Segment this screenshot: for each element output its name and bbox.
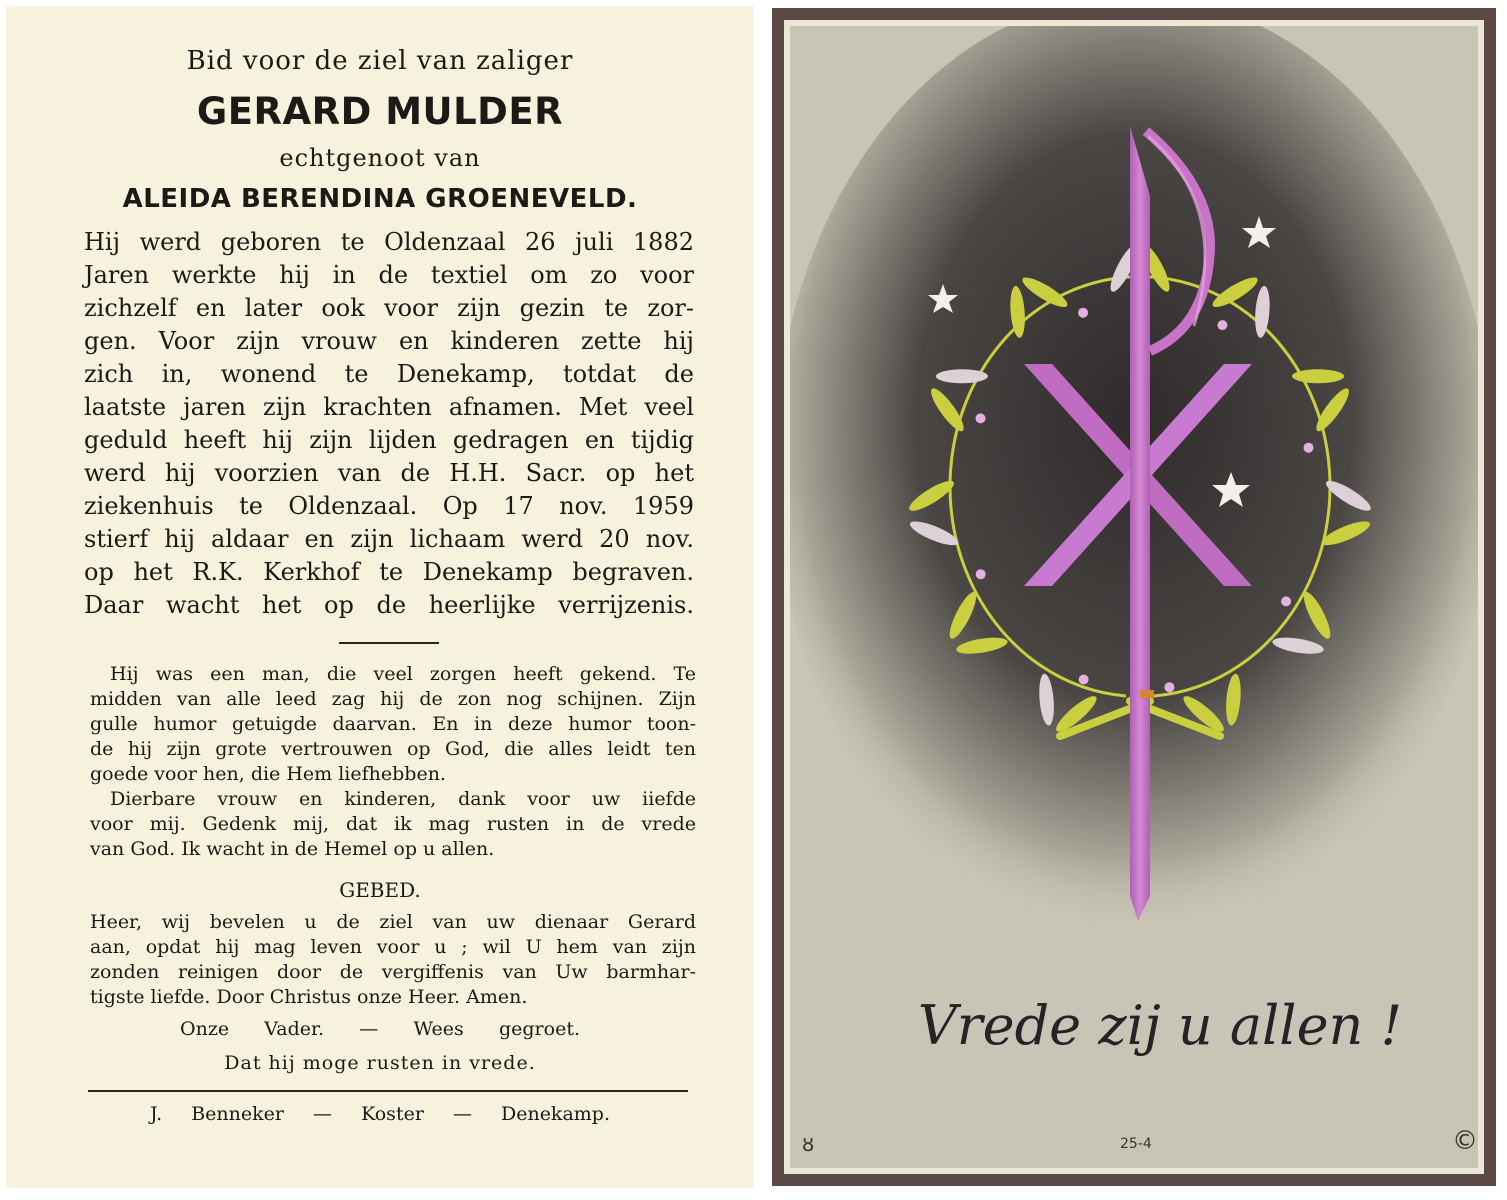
biography-line: geduld heeft hij zijn lijden gedragen en tijdig <box>84 426 694 454</box>
prayer-line: Heer, wij bevelen u de ziel van uw dienaar Gerard <box>90 911 696 933</box>
farewell-line: voor mij. Gedenk mij, dat ik mag rusten in de vrede <box>90 813 696 835</box>
berry <box>1281 596 1291 606</box>
farewell-line: Dierbare vrouw en kinderen, dank voor uw iiefde <box>110 788 696 810</box>
berry <box>976 413 986 423</box>
reflection-line: gulle humor getuigde daarvan. En in deze humor toon- <box>90 713 696 735</box>
motto: Vrede zij u allen ! <box>917 994 1403 1057</box>
biography-line: zichzelf en later ook voor zijn gezin te zor- <box>84 294 694 322</box>
biography-line: gen. Voor zijn vrouw en kinderen zette hij <box>84 327 694 355</box>
berry <box>1304 443 1314 453</box>
closing-prayers: Onze Vader. — Wees gegroet. <box>180 1018 580 1040</box>
reflection-line: de hij zijn grote vertrouwen op God, die alles leidt ten <box>90 738 696 760</box>
biography-line: laatste jaren zijn krachten afnamen. Met veel <box>84 393 694 421</box>
berry <box>1164 682 1174 692</box>
berry <box>1079 675 1089 685</box>
berry <box>1078 308 1088 318</box>
deceased-name: GERARD MULDER <box>196 90 564 133</box>
reflection-line: goede voor hen, die Hem liefhebben. <box>90 763 446 785</box>
biography-line: stierf hij aldaar en zijn lichaam werd 20 nov. <box>84 525 694 553</box>
biography-line: Hij werd geboren te Oldenzaal 26 juli 1882 <box>84 228 694 256</box>
relation-line: echtgenoot van <box>279 144 481 172</box>
biography-line: werd hij voorzien van de H.H. Sacr. op het <box>84 459 694 487</box>
biography-line: zich in, wonend te Denekamp, totdat de <box>84 360 694 388</box>
card-code: 25-4 <box>1120 1136 1152 1152</box>
closing-prayers-row <box>6 1018 754 1040</box>
spouse-name: ALEIDA BERENDINA GROENEVELD. <box>122 184 638 214</box>
maker-mark-icon: ȣ <box>802 1132 815 1156</box>
berry <box>976 569 986 579</box>
biography <box>84 226 694 622</box>
memorial-image-card <box>772 8 1496 1186</box>
reflection-text <box>90 662 696 862</box>
printer-row <box>6 1103 754 1125</box>
prayer-line: aan, opdat hij mag leven voor u ; wil U hem van zijn <box>90 936 696 958</box>
prayer-text <box>90 910 696 1010</box>
printer-line: J. Benneker — Koster — Denekamp. <box>150 1103 610 1125</box>
divider-short <box>339 642 439 644</box>
publisher-mark-icon: © <box>1452 1126 1478 1156</box>
biography-line: ziekenhuis te Oldenzaal. Op 17 nov. 1959 <box>84 492 694 520</box>
reflection-line: midden van alle leed zag hij de zon nog schijnen. Zijn <box>90 688 696 710</box>
biography-line: op het R.K. Kerkhof te Denekamp begraven. <box>84 558 694 586</box>
intro-line: Bid voor de ziel van zaliger <box>186 46 574 76</box>
divider-long <box>88 1090 688 1092</box>
prayer-title: GEBED. <box>339 878 421 902</box>
farewell-line: van God. Ik wacht in de Hemel op u allen. <box>90 838 495 860</box>
reflection-line: Hij was een man, die veel zorgen heeft gekend. Te <box>110 663 696 685</box>
memorial-text-card <box>6 6 754 1188</box>
biography-line: Daar wacht het op de heerlijke verrijzenis. <box>84 591 694 619</box>
prayer-line: zonden reinigen door de vergiffenis van Uw barmhar- <box>90 961 696 983</box>
berry <box>1217 320 1227 330</box>
prayer-line: tigste liefde. Door Christus onze Heer. Amen. <box>90 986 528 1008</box>
illustration-panel <box>790 26 1478 1168</box>
rest-in-peace: Dat hij moge rusten in vrede. <box>224 1052 536 1074</box>
biography-line: Jaren werkte hij in de textiel om zo voor <box>84 261 694 289</box>
